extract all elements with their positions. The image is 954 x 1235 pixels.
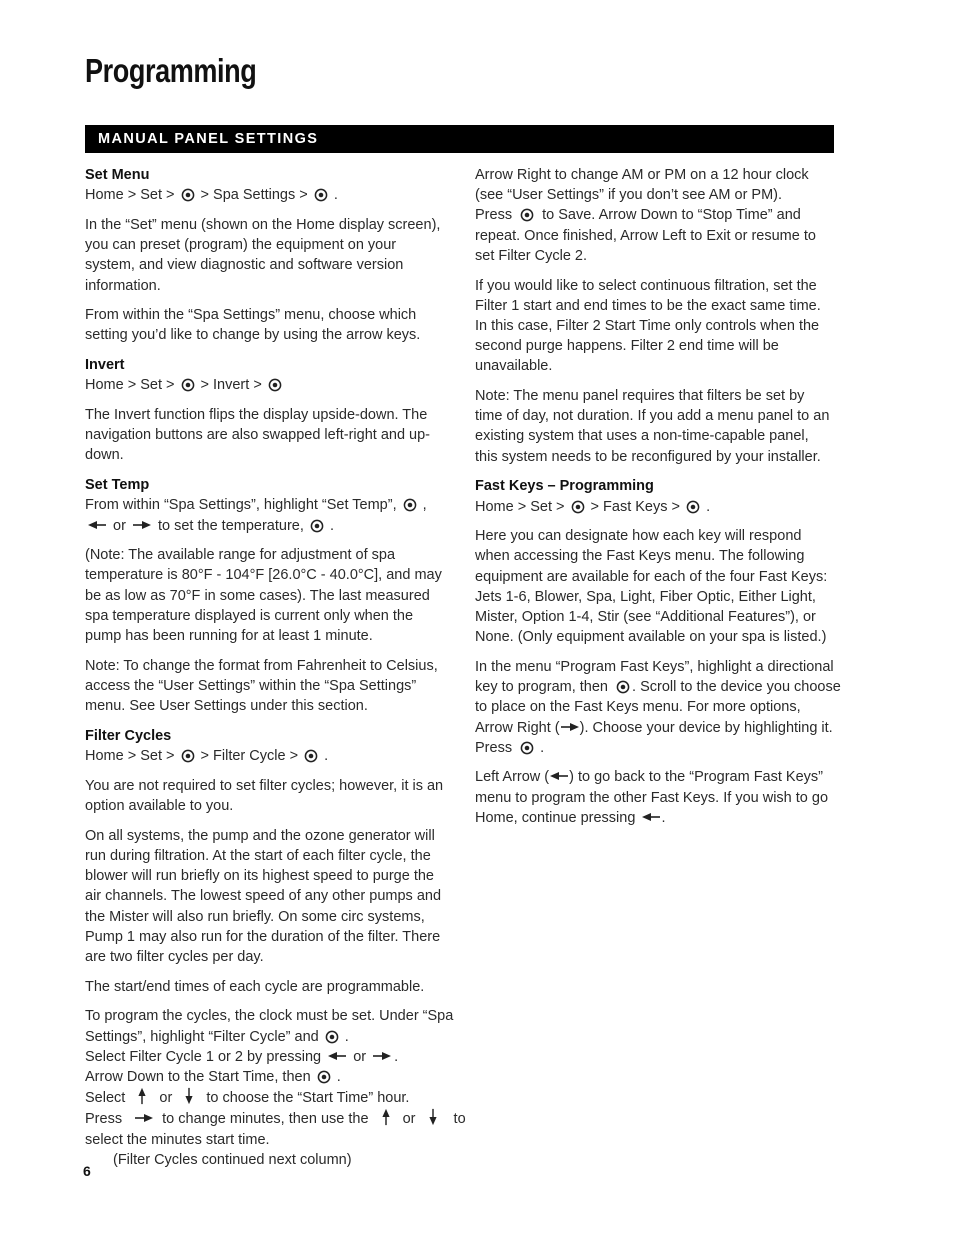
- select-circle-icon: [325, 1030, 339, 1044]
- fast-keys-paragraph-1: Here you can designate how each key will respond when accessing the Fast Keys menu. The following equipment are available for each of the four Fast Keys: Jets 1-6, Blower, Spa, Light, Fiber Optic, Either Light, Mister, Option 1-4, Stir (see “Additional Features”), or None. (Only equipment available on your spa is listed.): [475, 528, 828, 646]
- filter-line-5: Select or to choose the “Start Time” hour.: [85, 1087, 447, 1108]
- select-circle-icon: [571, 500, 585, 514]
- fast-line-7: menu to program the other Fast Keys. If you wish to go: [475, 789, 829, 806]
- select-circle-icon: [686, 500, 700, 514]
- filter-cycles-heading: Filter Cycles: [85, 727, 172, 744]
- arrow-down-icon: [428, 1108, 438, 1126]
- continuous-filtration-paragraph: If you would like to select continuous filtration, set the Filter 1 start and end times to be the exact same time. In this case, Filter 2 Start Time only controls when the second purge happens. Filter 2 end time will be unavailable.: [475, 277, 821, 375]
- fast-keys-paragraph-3: [475, 767, 833, 828]
- fast-line-5: Press .: [475, 739, 545, 756]
- set-menu-paragraph: In the “Set” menu (shown on the Home display screen), you can preset (program) the equipment on your system, and view diagnostic and software version information.: [85, 216, 441, 294]
- filter-instructions: [85, 1006, 466, 1170]
- fast-line-2: key to program, then . Scroll to the device you choose: [475, 679, 841, 696]
- arrow-right-icon: [372, 1051, 392, 1061]
- fast-line-1: In the menu “Program Fast Keys”, highlight a directional: [475, 658, 834, 675]
- set-menu-paragraph-2: From within the “Spa Settings” menu, choose which setting you’d like to change by using the arrow keys.: [85, 307, 421, 344]
- cont-line-4: repeat. Once finished, Arrow Left to Exit or resume to: [475, 227, 816, 244]
- filter-paragraph-2: On all systems, the pump and the ozone generator will run during filtration. At the start of each filter cycle, the blower will run briefly on its highest speed to purge the air channels. The lowest speed of any other pumps and the Mister will also run briefly. On some circ systems, Pump 1 may also run for the duration of the filter. There are two filter cycles per day.: [85, 827, 442, 965]
- select-circle-icon: [310, 519, 324, 533]
- filter-paragraph-3: The start/end times of each cycle are programmable.: [85, 978, 425, 995]
- set-menu-path: Home > Set > > Spa Settings > .: [85, 187, 338, 204]
- page-number: 6: [83, 1163, 91, 1179]
- select-circle-icon: [181, 378, 195, 392]
- cont-line-2: (see “User Settings” if you don’t see AM or PM).: [475, 187, 783, 204]
- fast-line-4: Arrow Right ( ). Choose your device by highlighting it.: [475, 719, 833, 736]
- fast-line-6: Left Arrow ( ) to go back to the “Program Fast Keys”: [475, 769, 823, 786]
- filter-continued-note: (Filter Cycles continued next column): [113, 1151, 352, 1168]
- select-circle-icon: [520, 741, 534, 755]
- select-circle-icon: [317, 1070, 331, 1084]
- fast-line-3: to place on the Fast Keys menu. For more options,: [475, 699, 801, 716]
- arrow-up-icon: [381, 1108, 391, 1126]
- arrow-right-icon: [560, 722, 580, 732]
- arrow-left-icon: [549, 771, 569, 781]
- invert-paragraph: The Invert function flips the display upside-down. The navigation buttons are also swapped left-right and up-down.: [85, 407, 430, 464]
- fast-keys-path: Home > Set > > Fast Keys > .: [475, 498, 711, 515]
- filter-line-6: Press to change minutes, then use the or to: [85, 1108, 447, 1129]
- set-temp-section: [85, 475, 447, 536]
- filter-line-4: Arrow Down to the Start Time, then .: [85, 1068, 341, 1085]
- cont-line-1: Arrow Right to change AM or PM on a 12 hour clock: [475, 167, 809, 183]
- arrow-left-icon: [327, 1051, 347, 1061]
- fast-keys-section: [475, 476, 833, 516]
- page-title: Programming: [85, 52, 257, 89]
- set-menu-section: [85, 165, 447, 205]
- select-circle-icon: [268, 378, 282, 392]
- select-circle-icon: [314, 188, 328, 202]
- arrow-left-icon: [641, 812, 661, 822]
- arrow-down-icon: [184, 1087, 194, 1105]
- invert-section: [85, 355, 447, 395]
- set-temp-note-2: Note: To change the format from Fahrenheit to Celsius, access the “User Settings” within the “Spa Settings” menu. See User Settings under this section.: [85, 657, 438, 715]
- filter-line-7: select the minutes start time.: [85, 1131, 270, 1148]
- filter-paragraph-1: You are not required to set filter cycles; however, it is an option available to you.: [85, 777, 444, 814]
- filter-cycles-path: Home > Set > > Filter Cycle > .: [85, 748, 329, 765]
- cont-line-5: set Filter Cycle 2.: [475, 247, 587, 264]
- filter-continued: [475, 165, 833, 266]
- invert-heading: Invert: [85, 357, 125, 374]
- fast-line-8: Home, continue pressing .: [475, 809, 666, 826]
- left-column: [85, 165, 466, 1179]
- filter-cycles-section: [85, 726, 447, 766]
- select-circle-icon: [616, 680, 630, 694]
- filter-line-3: Select Filter Cycle 1 or 2 by pressing or .: [85, 1048, 399, 1065]
- right-column: [475, 165, 841, 838]
- select-circle-icon: [181, 188, 195, 202]
- filter-line-2: Settings”, highlight “Filter Cycle” and .: [85, 1028, 349, 1045]
- filter-line-1: To program the cycles, the clock must be set. Under “Spa: [85, 1008, 454, 1025]
- arrow-up-icon: [137, 1087, 147, 1105]
- menu-panel-note: Note: The menu panel requires that filters be set by time of day, not duration. If you add a menu panel to an existing system that uses a non-time-capable panel, this system needs to be reconfigured by your installer.: [475, 388, 830, 465]
- arrow-right-icon: [132, 520, 152, 530]
- select-circle-icon: [403, 498, 417, 512]
- select-circle-icon: [181, 749, 195, 763]
- fast-keys-heading: Fast Keys – Programming: [475, 478, 654, 495]
- cont-line-3: Press to Save. Arrow Down to “Stop Time” and: [475, 207, 801, 224]
- arrow-right-icon: [134, 1113, 154, 1123]
- invert-path: Home > Set > > Invert >: [85, 375, 447, 395]
- set-temp-line-1: From within “Spa Settings”, highlight “Set Temp”, ,: [85, 497, 427, 514]
- select-circle-icon: [520, 208, 534, 222]
- set-menu-heading: Set Menu: [85, 167, 150, 183]
- arrow-left-icon: [87, 520, 107, 530]
- set-temp-heading: Set Temp: [85, 477, 150, 494]
- section-header: MANUAL PANEL SETTINGS: [85, 125, 834, 153]
- fast-keys-paragraph-2: [475, 657, 841, 758]
- set-temp-note: (Note: The available range for adjustment of spa temperature is 80°F - 104°F [26.0°C - 40.0°C], and may be as low as 70°F in some cases). The last measured spa temperature displayed is current only when the pump has been running for at least 1 minute.: [85, 547, 442, 645]
- set-temp-line-2: or to set the temperature, .: [85, 516, 447, 536]
- select-circle-icon: [304, 749, 318, 763]
